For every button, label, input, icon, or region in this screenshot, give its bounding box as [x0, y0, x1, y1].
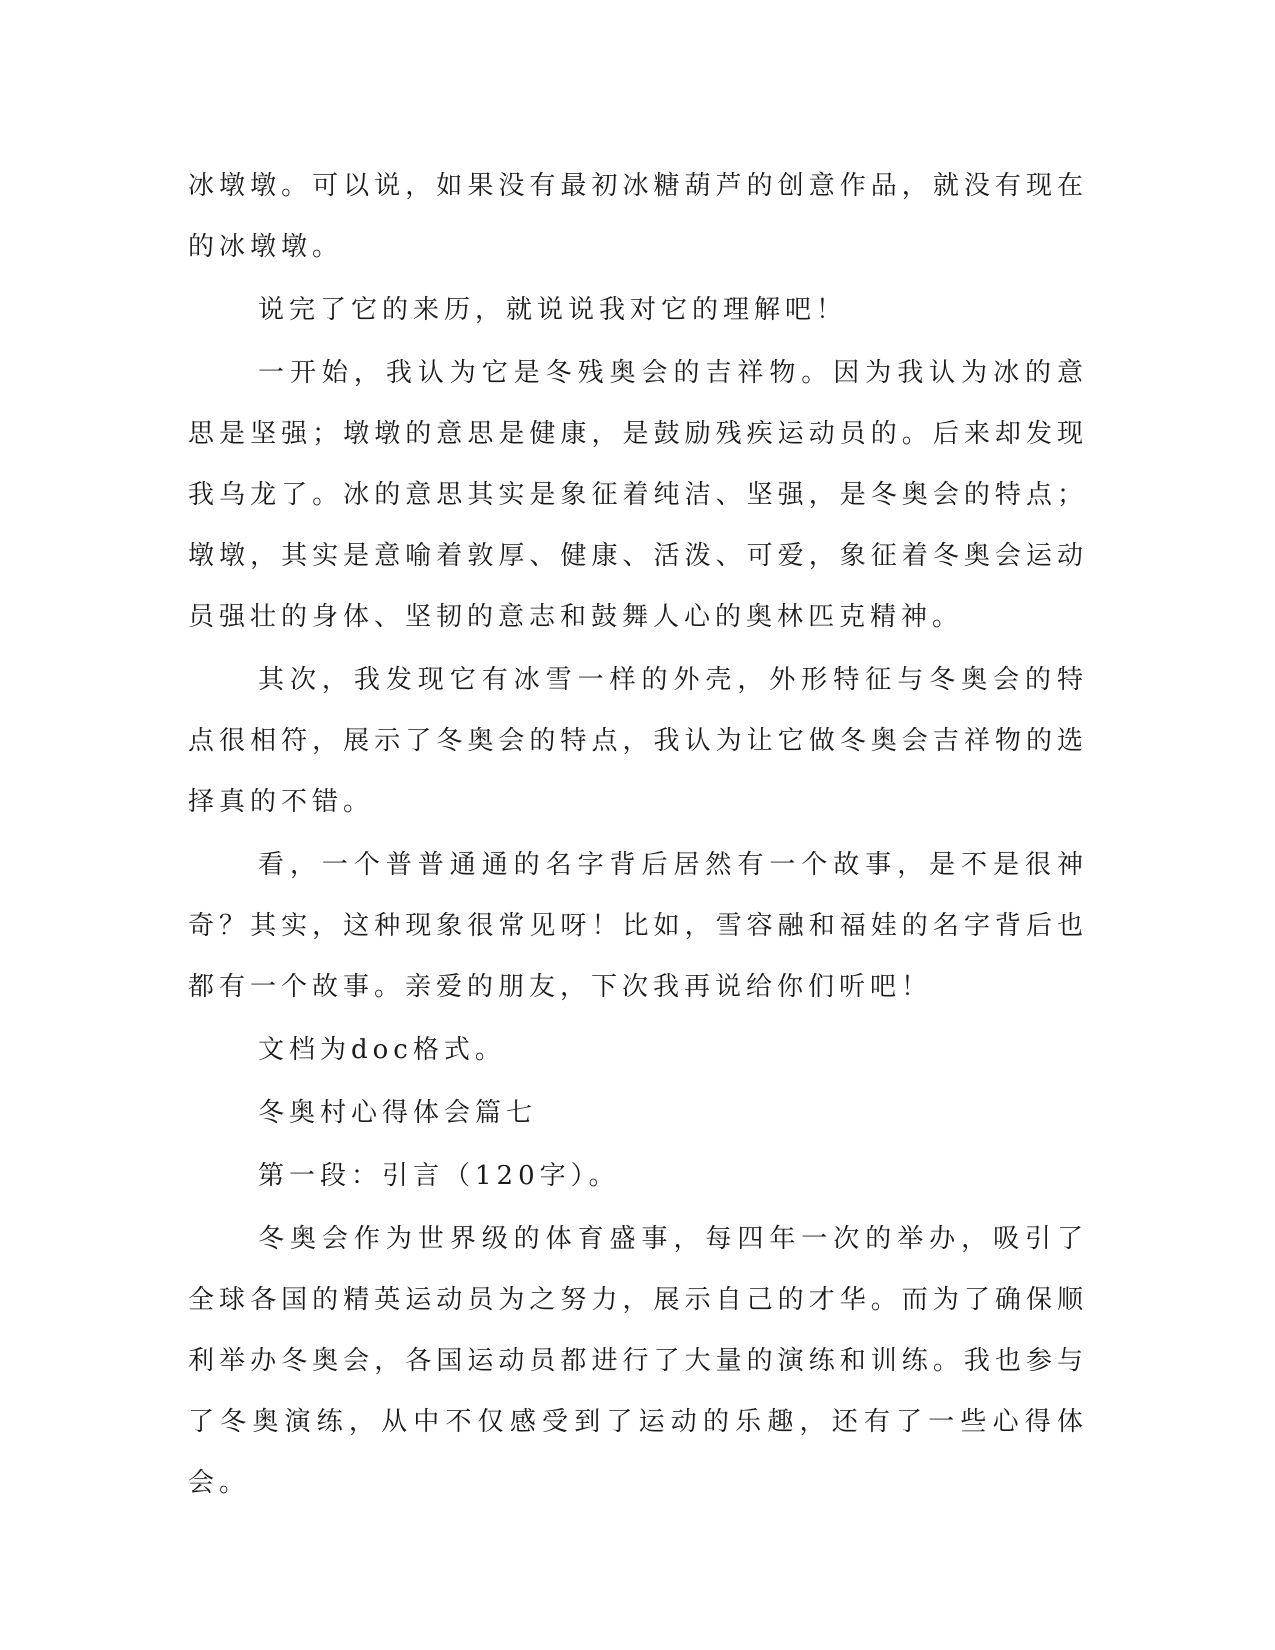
paragraph: 其次，我发现它有冰雪一样的外壳，外形特征与冬奥会的特点很相符，展示了冬奥会的特点，我认为让它做冬奥会吉祥物的选择真的不错。	[188, 665, 1088, 817]
paragraph: 说完了它的来历，就说说我对它的理解吧！	[258, 295, 848, 325]
subsection-heading: 第一段：引言（120字）。	[258, 1161, 620, 1191]
paragraph: 一开始，我认为它是冬残奥会的吉祥物。因为我认为冰的意思是坚强；墩墩的意思是健康，是鼓励残疾运动员的。后来却发现我乌龙了。冰的意思其实是象征着纯洁、坚强，是冬奥会的特点；墩墩，其实是意喻着敦厚、健康、活泼、可爱，象征着冬奥会运动员强壮的身体、坚韧的意志和鼓舞人心的奥林匹克精神。	[188, 358, 1088, 632]
document-body	[188, 156, 1088, 1516]
section-heading: 冬奥村心得体会篇七	[258, 1098, 538, 1128]
paragraph-continuation: 冰墩墩。可以说，如果没有最初冰糖葫芦的创意作品，就没有现在的冰墩墩。	[188, 171, 1088, 262]
paragraph: 冬奥会作为世界级的体育盛事，每四年一次的举办，吸引了全球各国的精英运动员为之努力，展示自己的才华。而为了确保顺利举办冬奥会，各国运动员都进行了大量的演练和训练。我也参与了冬奥演练，从中不仅感受到了运动的乐趣，还有了一些心得体会。	[188, 1224, 1088, 1498]
format-note: 文档为doc格式。	[258, 1035, 506, 1065]
paragraph: 看，一个普普通通的名字背后居然有一个故事，是不是很神奇？其实，这种现象很常见呀！比如，雪容融和福娃的名字背后也都有一个故事。亲爱的朋友，下次我再说给你们听吧！	[188, 850, 1088, 1002]
